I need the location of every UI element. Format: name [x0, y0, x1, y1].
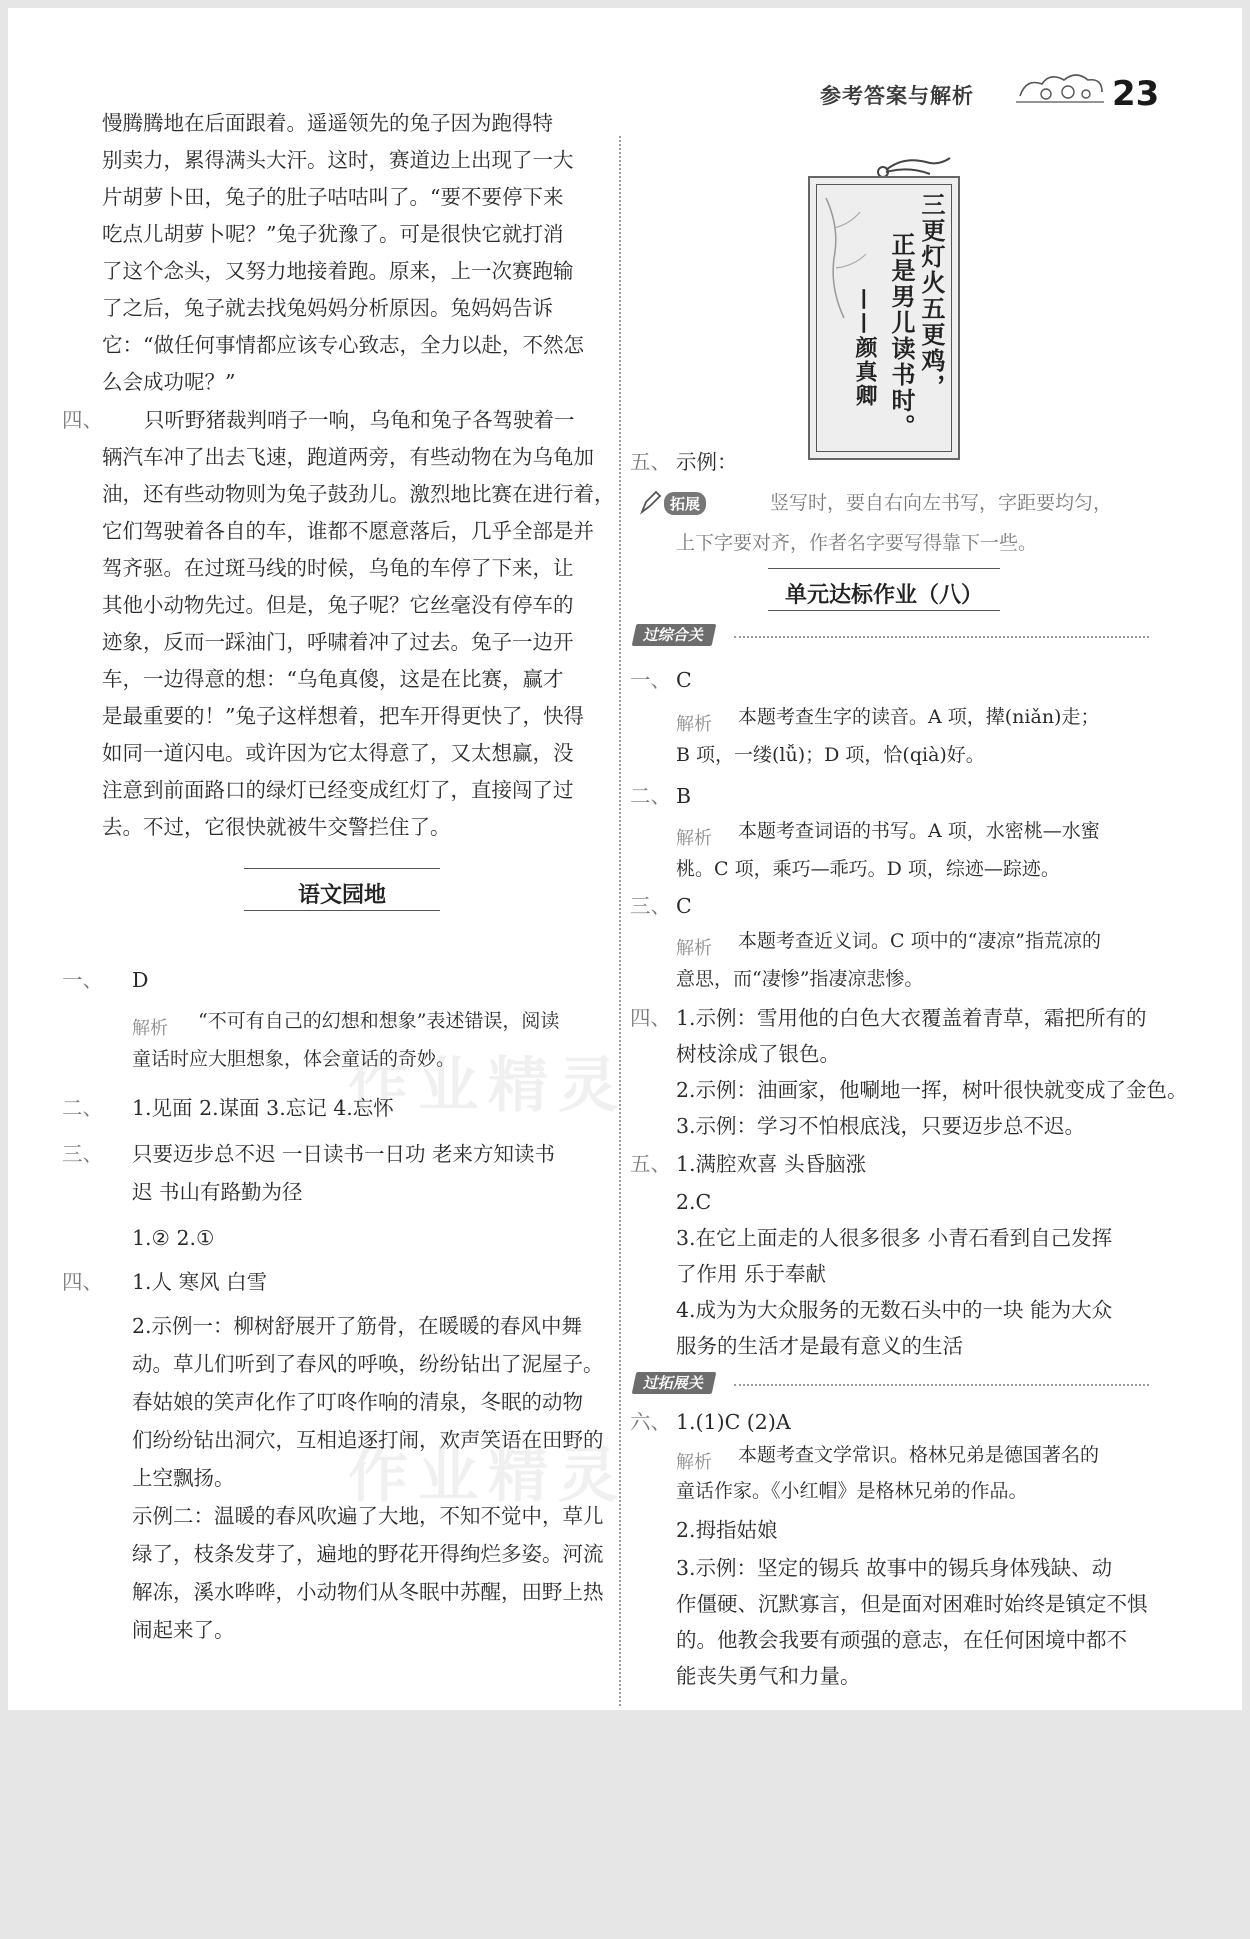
answer-line: 1.满腔欢喜 头昏脑涨	[676, 1152, 867, 1176]
answer-line: 示例二：温暖的春风吹遍了大地，不知不觉中，草儿	[132, 1504, 604, 1528]
tag-comprehensive: 过综合关	[632, 624, 717, 646]
answer-line: 春姑娘的笑声化作了叮咚作响的清泉，冬眠的动物	[132, 1390, 583, 1414]
answer-line: 它们驾驶着各自的车，谁都不愿意落后，几乎全部是并	[102, 519, 594, 543]
answer-line: 3.示例：学习不怕根底浅，只要迈步总不迟。	[676, 1114, 1086, 1138]
answer-line: 1.(1)C (2)A	[676, 1410, 791, 1434]
question-number: 一、	[62, 968, 103, 992]
analysis-line: 本题考查近义词。C 项中的“凄凉”指荒凉的	[738, 930, 1102, 952]
answer-line: 服务的生活才是最有意义的生活	[676, 1334, 963, 1358]
section-title-yuwen-yuandi: 语文园地	[244, 868, 440, 909]
analysis-line: 本题考查生字的读音。A 项，撵(niǎn)走；	[738, 706, 1100, 728]
story-line: 吃点儿胡萝卜呢？”兔子犹豫了。可是很快它就打消	[102, 222, 564, 246]
story-line: 慢腾腾地在后面跟着。遥遥领先的兔子因为跑得特	[102, 111, 553, 135]
question-number: 四、	[630, 1006, 671, 1030]
analysis-label: 解析	[132, 1018, 168, 1039]
story-line: 了这个念头，又努力地接着跑。原来，上一次赛跑输	[102, 259, 574, 283]
answer-line: C	[676, 668, 692, 692]
question-number: 三、	[62, 1142, 103, 1166]
question-number: 二、	[630, 784, 671, 808]
poem-author: ——颜真卿	[852, 288, 878, 408]
question-number: 二、	[62, 1096, 103, 1120]
poem-line-2: 正是男儿读书时。	[887, 232, 916, 440]
analysis-line: 童话时应大胆想象，体会童话的奇妙。	[132, 1048, 456, 1070]
answer-line: 作僵硬、沉默寡言，但是面对困难时始终是镇定不惧	[676, 1592, 1148, 1616]
answer-line: 示例：	[676, 450, 738, 474]
answer-line: 的。他教会我要有顽强的意志，在任何困境中都不	[676, 1628, 1127, 1652]
answer-line: 是最重要的！”兔子这样想着，把车开得更快了，快得	[102, 704, 584, 728]
analysis-label: 解析	[676, 1452, 712, 1473]
answer-line: 1.见面 2.谋面 3.忘记 4.忘怀	[132, 1096, 394, 1120]
tag-divider	[734, 636, 1149, 638]
answer-line: 油，还有些动物则为兔子鼓劲儿。激烈地比赛在进行着，	[102, 482, 615, 506]
answer-line: 迟 书山有路勤为径	[132, 1180, 303, 1204]
answer-line: 们纷纷钻出洞穴，互相追逐打闹，欢声笑语在田野的	[132, 1428, 604, 1452]
tag-divider	[734, 1384, 1149, 1386]
answer-line: 3.示例：坚定的锡兵 故事中的锡兵身体残缺、动	[676, 1556, 1113, 1580]
question-number: 六、	[630, 1410, 671, 1434]
question-number: 五、	[630, 450, 671, 474]
answer-line: 3.在它上面走的人很多很多 小青石看到自己发挥	[676, 1226, 1113, 1250]
analysis-label: 解析	[676, 938, 712, 959]
answer-line: 只听野猪裁判哨子一响，乌龟和兔子各驾驶着一	[144, 408, 575, 432]
answer-line: 闹起来了。	[132, 1618, 235, 1642]
answer-line: 注意到前面路口的绿灯已经变成红灯了，直接闯了过	[102, 778, 574, 802]
question-number: 一、	[630, 668, 671, 692]
analysis-label: 解析	[676, 828, 712, 849]
poem-bookmark	[808, 156, 958, 456]
answer-line: 2.示例：油画家，他唰地一挥，树叶很快就变成了金色。	[676, 1078, 1188, 1102]
answer-line: 4.成为为大众服务的无数石头中的一块 能为大众	[676, 1298, 1113, 1322]
poem-line-1: 三更灯火五更鸡，	[917, 192, 946, 400]
watermark: 作业精灵	[348, 1441, 628, 1511]
answer-line: 1.示例：雪用他的白色大衣覆盖着青草，霜把所有的	[676, 1006, 1147, 1030]
answer-line: 绿了，枝条发芽了，遍地的野花开得绚烂多姿。河流	[132, 1542, 604, 1566]
answer-line: 树枝涂成了银色。	[676, 1042, 840, 1066]
extension-line: 上下字要对齐，作者名字要写得靠下一些。	[676, 532, 1038, 554]
story-line: 它：“做任何事情都应该专心致志，全力以赴，不然怎	[102, 333, 584, 357]
page-number: 23	[1112, 74, 1160, 114]
story-line: 片胡萝卜田，兔子的肚子咕咕叫了。“要不要停下来	[102, 185, 564, 209]
tag-extension: 过拓展关	[632, 1372, 717, 1394]
answer-line: 动。草儿们听到了春风的呼唤，纷纷钻出了泥屋子。	[132, 1352, 604, 1376]
answer-line: 驾齐驱。在过斑马线的时候，乌龟的车停了下来，让	[102, 556, 574, 580]
answer-line: 上空飘扬。	[132, 1466, 235, 1490]
answer-line: 只要迈步总不迟 一日读书一日功 老来方知读书	[132, 1142, 556, 1166]
analysis-line: 意思，而“凄惨”指凄凉悲惨。	[676, 968, 924, 990]
answer-line: 2.拇指姑娘	[676, 1518, 778, 1542]
analysis-line: 本题考查词语的书写。A 项，水密桃—水蜜	[738, 820, 1100, 842]
answer-line: 其他小动物先过。但是，兔子呢？它丝毫没有停车的	[102, 593, 574, 617]
story-line: 了之后，兔子就去找兔妈妈分析原因。兔妈妈告诉	[102, 296, 553, 320]
answer-line: 如同一道闪电。或许因为它太得意了，又太想赢，没	[102, 741, 574, 765]
answer-line: 去。不过，它很快就被牛交警拦住了。	[102, 815, 451, 839]
answer-line: 能丧失勇气和力量。	[676, 1664, 861, 1688]
answer-line: 解冻，溪水哗哗，小动物们从冬眠中苏醒，田野上热	[132, 1580, 604, 1604]
analysis-label: 解析	[676, 714, 712, 735]
story-line: 么会成功呢？”	[102, 370, 236, 394]
analysis-line: B 项，一缕(lǚ)；D 项，恰(qià)好。	[676, 744, 985, 766]
answer-line: 迹象，反而一踩油门，呼啸着冲了过去。兔子一边开	[102, 630, 574, 654]
answer-line: 辆汽车冲了出去飞速，跑道两旁，有些动物在为乌龟加	[102, 445, 594, 469]
question-number: 四、	[62, 408, 103, 432]
extension-line: 竖写时，要自右向左书写，字距要均匀，	[770, 492, 1113, 514]
answer-line: 了作用 乐于奉献	[676, 1262, 827, 1286]
answer-line: B	[676, 784, 692, 808]
answer-page	[8, 8, 1242, 1710]
answer-line: 2.示例一：柳树舒展开了筋骨，在暖暖的春风中舞	[132, 1314, 583, 1338]
page-header	[820, 66, 1160, 114]
bookmark-card	[808, 176, 960, 460]
answer-line: 2.C	[676, 1190, 712, 1214]
analysis-line: 桃。C 项，乘巧—乖巧。D 项，综迹—踪迹。	[676, 858, 1060, 880]
header-title: 参考答案与解析	[820, 84, 974, 108]
answer-line: D	[132, 968, 149, 992]
watermark: 作业精灵	[348, 1051, 628, 1121]
analysis-line: “不可有自己的幻想和想象”表述错误，阅读	[198, 1010, 560, 1032]
section-title-unit: 单元达标作业（八）	[768, 568, 1000, 609]
answer-line: C	[676, 894, 692, 918]
story-line: 别卖力，累得满头大汗。这时，赛道边上出现了一大	[102, 148, 574, 172]
cloud-decoration-icon	[1016, 70, 1106, 106]
answer-line: 车，一边得意的想：“乌龟真傻，这是在比赛，赢才	[102, 667, 564, 691]
question-number: 五、	[630, 1152, 671, 1176]
pencil-icon	[638, 490, 664, 516]
analysis-line: 本题考查文学常识。格林兄弟是德国著名的	[738, 1444, 1100, 1466]
extension-badge: 拓展	[638, 490, 708, 516]
question-number: 三、	[630, 894, 671, 918]
question-number: 四、	[62, 1270, 103, 1294]
answer-line: 1.② 2.①	[132, 1226, 215, 1250]
answer-line: 1.人 寒风 白雪	[132, 1270, 268, 1294]
analysis-line: 童话作家。《小红帽》是格林兄弟的作品。	[676, 1480, 1028, 1502]
